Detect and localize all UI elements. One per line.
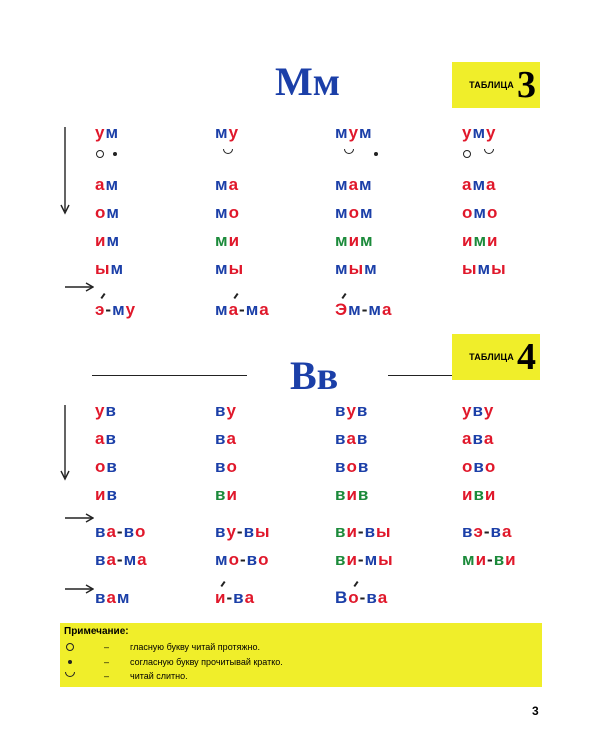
letter: у: [226, 522, 237, 541]
syllable-cell: [462, 457, 496, 477]
letter: о: [228, 203, 240, 222]
letter: в: [105, 401, 117, 420]
letter: и: [462, 485, 474, 504]
letter: -: [357, 550, 365, 569]
letter: м: [215, 300, 229, 319]
letter: м: [348, 300, 362, 319]
letter: в: [490, 522, 502, 541]
letter: о: [486, 203, 499, 222]
word-cell: [335, 588, 388, 608]
syllable-cell: [335, 203, 374, 223]
letter: м: [105, 123, 120, 142]
arc-icon: [484, 149, 494, 154]
right-arrow-icon: [64, 512, 94, 524]
table4-label: ТАБЛИЦА: [469, 352, 514, 362]
letter: в: [106, 457, 118, 476]
letter: у: [486, 123, 497, 142]
right-arrow-icon: [64, 281, 94, 293]
letter: и: [95, 231, 107, 250]
table3-badge: [452, 62, 540, 108]
syllable-cell: [335, 522, 392, 542]
dot-icon: [374, 152, 378, 156]
letter: -: [239, 550, 247, 569]
letter: о: [95, 203, 107, 222]
letter: ы: [255, 522, 271, 541]
syllable-cell: [335, 429, 368, 449]
syllable-cell: [335, 550, 394, 570]
letter: у: [226, 401, 237, 420]
letter: м: [359, 123, 373, 142]
word-cell: [95, 300, 136, 320]
letter: у: [125, 300, 137, 319]
dot-icon: [68, 660, 72, 664]
letter: в: [473, 457, 485, 476]
letter: а: [483, 429, 495, 448]
word-cell: [215, 300, 270, 320]
letter: э: [473, 522, 484, 541]
letter: м: [215, 550, 229, 569]
note-dash: –: [104, 657, 110, 667]
letter: и: [215, 588, 227, 607]
table3-label: ТАБЛИЦА: [469, 80, 514, 90]
syllable-cell: [462, 259, 507, 279]
note-item: гласную букву читай протяжно.: [130, 642, 260, 652]
letter: в: [95, 550, 107, 569]
syllable-cell: [95, 522, 146, 542]
syllable-cell: [95, 123, 119, 143]
syllable-cell: [335, 485, 369, 505]
letter: а: [462, 175, 473, 194]
letter: в: [215, 485, 227, 504]
letter: м: [105, 175, 120, 194]
letter: а: [348, 175, 360, 194]
syllable-cell: [95, 175, 119, 195]
letter: м: [215, 175, 229, 194]
letter: у: [462, 401, 473, 420]
letter: у: [228, 123, 240, 142]
syllable-cell: [215, 123, 239, 143]
letter: в: [364, 522, 377, 541]
letter: о: [135, 522, 147, 541]
letter: -: [236, 522, 244, 541]
syllable-cell: [95, 401, 117, 421]
syllable-cell: [215, 485, 238, 505]
letter: а: [106, 588, 117, 607]
letter: у: [462, 123, 473, 142]
letter: а: [381, 300, 393, 319]
letter: м: [368, 300, 382, 319]
word-cell: [335, 300, 392, 320]
divider-right: [388, 375, 452, 376]
letter: а: [501, 522, 513, 541]
letter: м: [360, 231, 374, 250]
note-box: [60, 623, 542, 687]
letter: м: [462, 550, 476, 569]
letter: и: [95, 485, 107, 504]
letter: м: [112, 300, 126, 319]
letter: м: [215, 231, 229, 250]
letter: ы: [491, 259, 507, 278]
letter: и: [346, 550, 358, 569]
letter: о: [226, 457, 238, 476]
letter: м: [335, 175, 349, 194]
syllable-cell: [215, 203, 240, 223]
letter: в: [473, 485, 485, 504]
letter: и: [462, 231, 474, 250]
divider-left: [92, 375, 247, 376]
syllable-cell: [335, 401, 368, 421]
syllable-cell: [95, 231, 120, 251]
letter: о: [484, 457, 497, 476]
right-arrow-icon: [64, 583, 94, 595]
letter: в: [335, 550, 347, 569]
letter: о: [348, 588, 360, 607]
letter: -: [359, 588, 367, 607]
letter: а: [259, 300, 270, 319]
note-dash: –: [104, 671, 110, 681]
letter: о: [462, 203, 474, 222]
syllable-cell: [335, 457, 369, 477]
letter: -: [116, 550, 124, 569]
table4-letters: Вв: [290, 353, 339, 398]
syllable-cell: [462, 401, 494, 421]
letter: -: [357, 522, 365, 541]
letter: -: [105, 300, 113, 319]
letter: о: [95, 457, 107, 476]
page-number: 3: [532, 704, 539, 718]
circle-icon: [66, 643, 74, 651]
syllable-cell: [462, 231, 498, 251]
letter: а: [244, 588, 256, 607]
syllable-cell: [95, 485, 118, 505]
letter: ы: [228, 259, 245, 278]
letter: ы: [376, 522, 392, 541]
letter: -: [361, 300, 369, 319]
letter: а: [377, 588, 389, 607]
letter: в: [233, 588, 245, 607]
letter: м: [335, 259, 349, 278]
letter: м: [364, 550, 379, 569]
letter: м: [106, 203, 120, 222]
letter: м: [364, 259, 378, 278]
syllable-cell: [462, 429, 494, 449]
letter: Э: [335, 300, 349, 319]
letter: в: [335, 522, 347, 541]
letter: м: [335, 231, 349, 250]
letter: э: [95, 300, 106, 319]
letter: м: [473, 231, 488, 250]
letter: м: [335, 123, 349, 142]
letter: а: [106, 550, 117, 569]
syllable-cell: [95, 429, 117, 449]
dot-icon: [113, 152, 117, 156]
letter: в: [243, 522, 256, 541]
letter: ы: [348, 259, 365, 278]
syllable-cell: [462, 175, 497, 195]
syllable-cell: [95, 457, 118, 477]
syllable-cell: [462, 550, 517, 570]
table3-number: 3: [517, 64, 536, 106]
syllable-cell: [95, 203, 120, 223]
letter: в: [366, 588, 378, 607]
letter: и: [475, 550, 488, 569]
letter: ы: [95, 259, 111, 278]
letter: а: [462, 429, 473, 448]
letter: о: [348, 203, 360, 222]
table4-badge: [452, 334, 540, 380]
letter: а: [228, 175, 240, 194]
letter: и: [346, 522, 358, 541]
note-title: Примечание:: [64, 626, 129, 637]
syllable-cell: [462, 123, 497, 143]
syllable-cell: [462, 485, 496, 505]
syllable-cell: [215, 429, 237, 449]
letter: в: [95, 522, 107, 541]
arc-icon: [223, 149, 233, 154]
letter: -: [483, 522, 491, 541]
syllable-cell: [215, 550, 269, 570]
word-cell: [215, 588, 255, 608]
syllable-cell: [462, 203, 498, 223]
circle-icon: [96, 150, 104, 158]
letter: и: [348, 231, 361, 250]
syllable-cell: [335, 231, 374, 251]
letter: в: [335, 485, 347, 504]
letter: в: [95, 588, 107, 607]
letter: о: [346, 457, 358, 476]
letter: в: [215, 401, 227, 420]
down-arrow-icon: [58, 125, 72, 217]
syllable-cell: [335, 175, 373, 195]
letter: у: [483, 401, 495, 420]
letter: м: [472, 123, 487, 142]
letter: а: [106, 522, 117, 541]
letter: м: [359, 203, 374, 222]
letter: в: [462, 522, 474, 541]
letter: в: [356, 401, 369, 420]
letter: в: [472, 401, 484, 420]
table4-number: 4: [517, 336, 536, 378]
letter: в: [215, 429, 227, 448]
letter: и: [505, 550, 517, 569]
letter: в: [215, 522, 227, 541]
letter: в: [106, 485, 118, 504]
letter: и: [228, 231, 241, 250]
letter: м: [123, 550, 138, 569]
letter: в: [357, 457, 370, 476]
letter: -: [116, 522, 124, 541]
letter: а: [346, 429, 357, 448]
syllable-cell: [335, 123, 373, 143]
letter: у: [346, 401, 357, 420]
letter: у: [95, 401, 106, 420]
letter: м: [245, 300, 260, 319]
letter: м: [473, 203, 487, 222]
letter: -: [487, 550, 494, 569]
syllable-cell: [215, 457, 238, 477]
letter: м: [215, 123, 229, 142]
letter: м: [116, 588, 131, 607]
letter: м: [106, 231, 121, 250]
letter: м: [335, 203, 349, 222]
letter: в: [472, 429, 484, 448]
letter: В: [335, 588, 349, 607]
letter: а: [137, 550, 148, 569]
letter: м: [215, 259, 229, 278]
letter: и: [346, 485, 358, 504]
letter: и: [226, 485, 238, 504]
letter: м: [110, 259, 125, 278]
letter: а: [228, 300, 240, 319]
letter: ы: [462, 259, 478, 278]
letter: о: [258, 550, 270, 569]
syllable-cell: [215, 175, 239, 195]
letter: в: [105, 429, 117, 448]
note-item: читай слитно.: [130, 671, 188, 681]
syllable-cell: [215, 231, 240, 251]
letter: у: [95, 123, 106, 142]
letter: о: [228, 550, 240, 569]
word-cell: [95, 588, 131, 608]
syllable-cell: [95, 550, 148, 570]
letter: -: [239, 300, 246, 319]
letter: -: [226, 588, 234, 607]
letter: о: [462, 457, 474, 476]
letter: а: [95, 429, 106, 448]
letter: и: [487, 231, 499, 250]
down-arrow-icon: [58, 403, 72, 483]
letter: в: [215, 457, 227, 476]
letter: а: [95, 175, 106, 194]
circle-icon: [463, 150, 471, 158]
arc-icon: [65, 672, 75, 677]
letter: м: [215, 203, 229, 222]
syllable-cell: [215, 259, 244, 279]
letter: в: [493, 550, 506, 569]
letter: в: [356, 429, 369, 448]
table3-letters: Мм: [275, 59, 340, 104]
letter: ы: [378, 550, 394, 569]
letter: в: [335, 457, 347, 476]
arc-icon: [344, 149, 354, 154]
letter: м: [359, 175, 373, 194]
syllable-cell: [462, 522, 512, 542]
letter: а: [486, 175, 497, 194]
letter: в: [335, 429, 347, 448]
letter: м: [472, 175, 487, 194]
letter: в: [335, 401, 347, 420]
note-item: согласную букву прочитывай кратко.: [130, 657, 283, 667]
syllable-cell: [215, 401, 237, 421]
syllable-cell: [95, 259, 124, 279]
note-dash: –: [104, 642, 110, 652]
letter: м: [477, 259, 492, 278]
letter: а: [226, 429, 237, 448]
letter: у: [348, 123, 360, 142]
syllable-cell: [335, 259, 378, 279]
letter: и: [484, 485, 497, 504]
syllable-cell: [215, 522, 271, 542]
letter: в: [246, 550, 259, 569]
letter: в: [123, 522, 136, 541]
letter: в: [357, 485, 370, 504]
